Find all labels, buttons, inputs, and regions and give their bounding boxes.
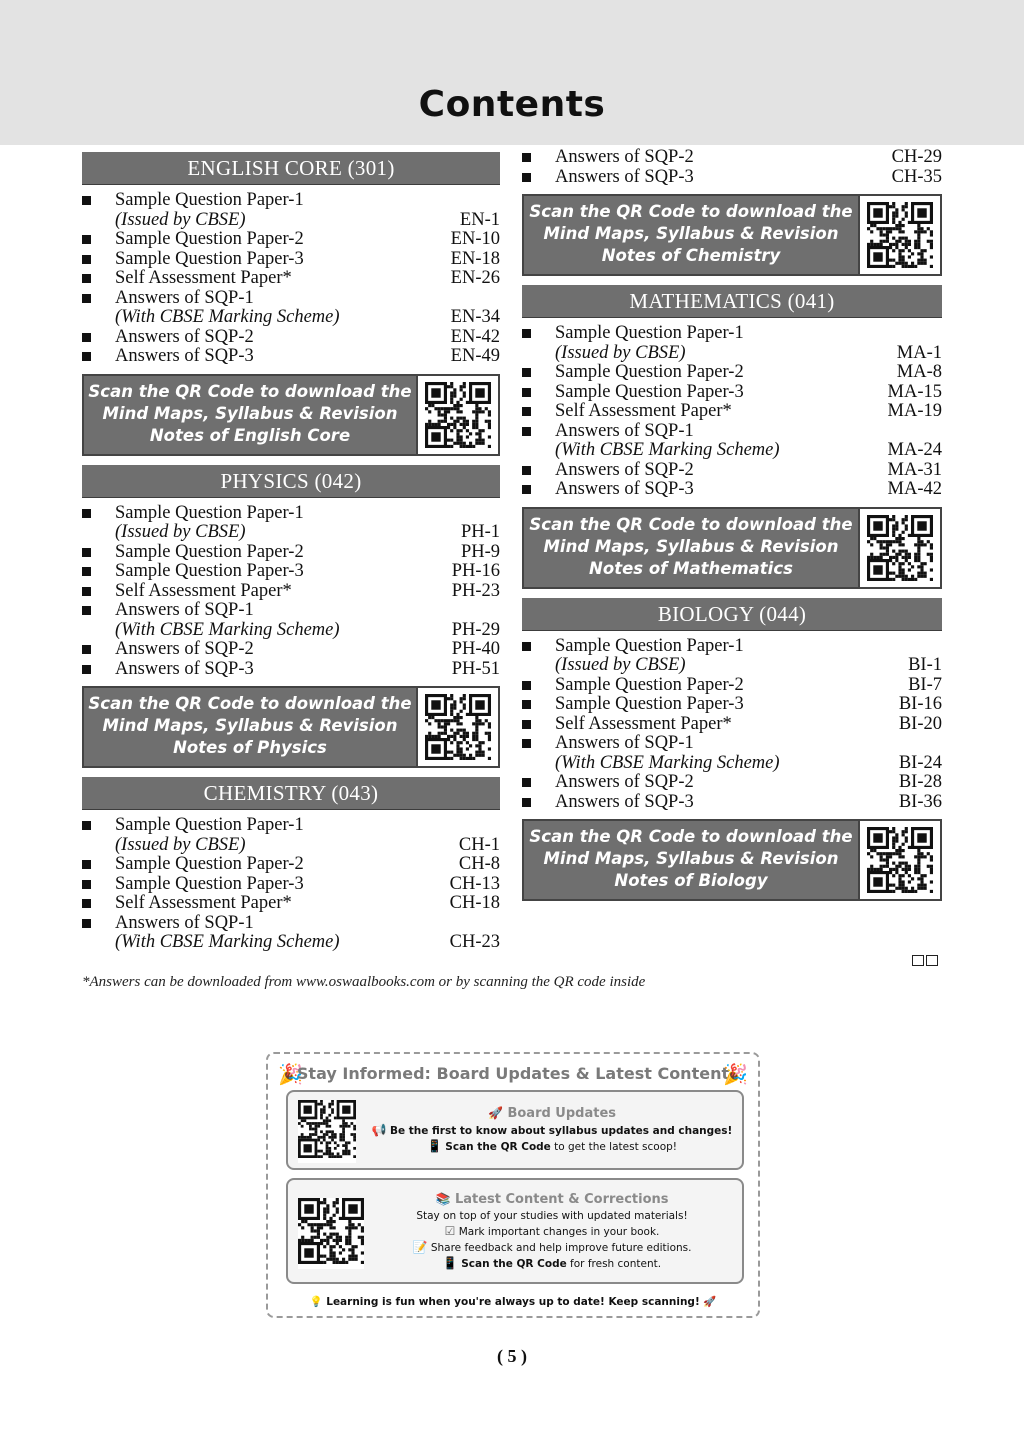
entry-subtitle: (With CBSE Marking Scheme) — [555, 752, 780, 773]
entry-title — [555, 773, 899, 793]
books-icon: 📚 — [435, 1192, 451, 1206]
entry-page-number: BI-28 — [898, 772, 942, 792]
entry-subtitle: (With CBSE Marking Scheme) — [555, 440, 780, 460]
entry-title — [115, 601, 452, 640]
entry-label: Self Assessment Paper* — [555, 713, 732, 734]
contents-entry[interactable] — [82, 875, 500, 895]
qr-download-text — [524, 509, 858, 587]
entry-title — [115, 660, 452, 680]
section-physics — [82, 465, 500, 769]
party-popper-icon: 🎉 — [278, 1064, 303, 1086]
qr-code-icon[interactable] — [858, 821, 940, 899]
contents-entry[interactable] — [82, 230, 500, 250]
board-updates-heading: Board Updates — [507, 1106, 617, 1121]
entry-subtitle: (Issued by CBSE) — [555, 655, 686, 675]
entry-page-number: PH-9 — [460, 541, 500, 562]
contents-entry[interactable] — [522, 676, 942, 696]
board-updates-scan-bold: Scan the QR Code — [445, 1141, 551, 1153]
entry-label: Answers of SQP-3 — [115, 658, 254, 679]
info-panel-footer: Learning is fun when you're always up to date! Keep scanning! — [326, 1296, 700, 1308]
section-chemistry-continued — [522, 148, 942, 276]
entry-label: Sample Question Paper-2 — [555, 674, 744, 695]
qr-download-line-1: Scan the QR Code to download the — [529, 827, 853, 846]
right-column — [522, 148, 942, 910]
phone-icon: 📱 — [442, 1256, 458, 1270]
contents-entry[interactable] — [82, 543, 500, 563]
entry-title — [555, 480, 888, 500]
entry-label: Self Assessment Paper* — [115, 268, 292, 288]
qr-code-icon[interactable] — [858, 196, 940, 274]
section-heading: ENGLISH CORE (301) — [82, 152, 500, 184]
section-english-core — [82, 152, 500, 456]
square-bullet-icon — [82, 665, 91, 674]
entry-label: Sample Question Paper-3 — [555, 694, 744, 714]
entry-label: Sample Question Paper-1 — [555, 635, 744, 656]
square-bullet-icon — [522, 700, 531, 709]
entry-page-number: CH-29 — [891, 147, 942, 167]
contents-entry[interactable] — [522, 148, 942, 168]
contents-entry[interactable] — [522, 461, 942, 481]
entry-label: Answers of SQP-2 — [115, 639, 254, 659]
entry-label: Self Assessment Paper* — [555, 401, 732, 421]
qr-code-icon[interactable] — [416, 688, 498, 766]
entry-label: Sample Question Paper-2 — [115, 541, 304, 562]
entry-page-number: CH-35 — [891, 166, 942, 187]
entry-page-number: EN-42 — [450, 326, 500, 347]
entry-label: Answers of SQP-2 — [555, 459, 694, 480]
qr-download-box — [522, 507, 942, 589]
entry-title — [115, 816, 459, 855]
latest-content-scan-rest: for fresh content. — [570, 1258, 662, 1270]
entry-label: Answers of SQP-3 — [115, 346, 254, 366]
entry-title — [115, 914, 450, 953]
qr-code-icon[interactable] — [298, 1100, 356, 1163]
qr-download-box — [522, 194, 942, 276]
page-title: Contents — [418, 84, 606, 125]
entry-title — [555, 148, 892, 168]
contents-entry[interactable] — [522, 168, 942, 188]
stay-informed-panel — [266, 1052, 760, 1318]
square-bullet-icon — [82, 821, 91, 830]
contents-entry[interactable] — [522, 734, 942, 773]
contents-entry[interactable] — [82, 191, 500, 230]
square-bullet-icon — [82, 235, 91, 244]
entry-label: Answers of SQP-3 — [555, 166, 694, 187]
square-bullet-icon — [522, 642, 531, 651]
square-bullet-icon — [522, 388, 531, 397]
square-bullet-icon — [522, 153, 531, 162]
entry-page-number: MA-15 — [887, 381, 942, 402]
contents-entry[interactable] — [82, 660, 500, 680]
entry-label: Answers of SQP-1 — [115, 287, 254, 308]
square-bullet-icon — [82, 919, 91, 928]
square-bullet-icon — [82, 567, 91, 576]
entry-page-number: MA-8 — [896, 362, 942, 382]
square-bullet-icon — [82, 352, 91, 361]
entry-page-number: BI-7 — [908, 674, 942, 695]
entry-label: Sample Question Paper-1 — [555, 323, 744, 343]
continuation-boxes — [912, 955, 938, 966]
entry-page-number: EN-49 — [450, 346, 500, 366]
square-bullet-icon — [82, 509, 91, 518]
latest-content-heading: Latest Content & Corrections — [454, 1192, 669, 1207]
entry-page-number: CH-8 — [458, 854, 500, 874]
qr-download-box — [82, 374, 500, 456]
qr-download-line-2: Mind Maps, Syllabus & Revision — [543, 849, 839, 868]
square-bullet-icon — [522, 798, 531, 807]
contents-entry[interactable] — [82, 347, 500, 367]
entry-page-number: EN-34 — [450, 307, 500, 327]
entry-page-number: CH-23 — [449, 932, 500, 952]
entry-title — [115, 504, 461, 543]
left-column — [82, 152, 500, 953]
contents-entry[interactable] — [82, 269, 500, 289]
contents-entry[interactable] — [82, 328, 500, 348]
contents-entry[interactable] — [82, 601, 500, 640]
contents-entry[interactable] — [522, 715, 942, 735]
contents-entry[interactable] — [522, 480, 942, 500]
entry-title — [555, 734, 899, 773]
square-bullet-icon — [82, 880, 91, 889]
contents-entry[interactable] — [82, 562, 500, 582]
entry-page-number: PH-1 — [460, 522, 500, 542]
entry-title — [555, 422, 888, 461]
contents-entry[interactable] — [82, 289, 500, 328]
section-mathematics — [522, 285, 942, 589]
section-heading: BIOLOGY (044) — [522, 598, 942, 630]
entry-label: Answers of SQP-1 — [555, 420, 694, 441]
megaphone-icon: 📢 — [371, 1123, 387, 1137]
stay-informed-title: Stay Informed: Board Updates & Latest Content — [296, 1064, 730, 1083]
entry-title — [115, 269, 451, 289]
square-bullet-icon — [522, 778, 531, 787]
entry-label: Answers of SQP-2 — [555, 772, 694, 792]
square-bullet-icon — [522, 739, 531, 748]
entry-page-number: MA-24 — [887, 440, 942, 460]
checkbox-icon: ☑ — [444, 1224, 456, 1238]
entry-page-number: EN-18 — [450, 248, 500, 269]
entry-page-number: BI-24 — [898, 752, 942, 773]
contents-entry[interactable] — [522, 793, 942, 813]
entry-label: Sample Question Paper-3 — [115, 561, 304, 581]
entry-title — [115, 855, 459, 875]
square-bullet-icon — [82, 294, 91, 303]
square-bullet-icon — [522, 368, 531, 377]
entry-title — [555, 383, 888, 403]
entry-title — [555, 402, 888, 422]
qr-download-line-3: Notes of Biology — [614, 871, 768, 890]
entry-subtitle: (Issued by CBSE) — [115, 209, 246, 230]
square-bullet-icon — [82, 274, 91, 283]
entry-label: Sample Question Paper-2 — [115, 229, 304, 249]
entry-label: Sample Question Paper-2 — [115, 854, 304, 874]
entry-subtitle: (Issued by CBSE) — [555, 342, 686, 363]
entry-page-number: PH-23 — [451, 580, 500, 601]
entry-page-number: BI-16 — [898, 694, 942, 714]
entry-title — [115, 562, 452, 582]
entry-label: Answers of SQP-1 — [555, 733, 694, 753]
entry-page-number: EN-26 — [450, 268, 500, 288]
entry-title — [555, 461, 888, 481]
contents-entry[interactable] — [522, 637, 942, 676]
entry-title — [555, 637, 908, 676]
memo-icon: 📝 — [412, 1240, 428, 1254]
qr-download-line-1: Scan the QR Code to download the — [529, 202, 853, 221]
qr-download-line-2: Mind Maps, Syllabus & Revision — [543, 536, 839, 556]
contents-entry[interactable] — [82, 816, 500, 855]
rocket-icon: 🚀 — [703, 1296, 717, 1308]
qr-code-icon[interactable] — [858, 509, 940, 587]
contents-entry[interactable] — [522, 773, 942, 793]
entry-subtitle: (With CBSE Marking Scheme) — [115, 932, 340, 952]
contents-entry[interactable] — [82, 640, 500, 660]
contents-entry[interactable] — [522, 422, 942, 461]
entry-page-number: PH-51 — [451, 658, 500, 679]
square-bullet-icon — [82, 606, 91, 615]
qr-code-icon[interactable] — [298, 1198, 364, 1269]
contents-entry[interactable] — [82, 894, 500, 914]
qr-download-text — [84, 376, 416, 454]
entry-page-number: MA-42 — [887, 479, 942, 499]
board-updates-line1: Be the first to know about syllabus updates and changes! — [389, 1125, 733, 1137]
entry-label: Sample Question Paper-3 — [115, 873, 304, 894]
latest-content-scan-bold: Scan the QR Code — [461, 1258, 567, 1270]
entry-subtitle: (Issued by CBSE) — [115, 834, 246, 855]
entry-page-number: MA-19 — [887, 401, 942, 421]
qr-download-text — [84, 688, 416, 766]
qr-download-line-2: Mind Maps, Syllabus & Revision — [102, 716, 398, 735]
square-bullet-icon — [522, 329, 531, 338]
entry-title — [555, 793, 899, 813]
entry-title — [555, 168, 892, 188]
contents-entry[interactable] — [82, 914, 500, 953]
square-bullet-icon — [522, 173, 531, 182]
square-bullet-icon — [522, 407, 531, 416]
entry-title — [555, 363, 897, 383]
entry-title — [115, 640, 452, 660]
qr-download-line-1: Scan the QR Code to download the — [88, 381, 412, 401]
entry-title — [115, 289, 451, 328]
entry-page-number: PH-16 — [451, 561, 500, 581]
board-updates-scan-rest: to get the latest scoop! — [554, 1141, 677, 1153]
entry-label: Answers of SQP-3 — [555, 791, 694, 812]
qr-download-line-2: Mind Maps, Syllabus & Revision — [543, 224, 839, 243]
entry-title — [555, 695, 899, 715]
section-heading: PHYSICS (042) — [82, 465, 500, 497]
entry-label: Sample Question Paper-1 — [115, 502, 304, 523]
lightbulb-icon: 💡 — [309, 1296, 323, 1308]
entry-title — [115, 328, 451, 348]
entry-label: Answers of SQP-1 — [115, 600, 254, 620]
entry-label: Answers of SQP-2 — [555, 147, 694, 167]
contents-entry[interactable] — [522, 363, 942, 383]
square-bullet-icon — [82, 548, 91, 557]
qr-download-line-1: Scan the QR Code to download the — [88, 694, 412, 713]
latest-content-line3: Share feedback and help improve future editions. — [430, 1242, 692, 1254]
contents-entry[interactable] — [522, 383, 942, 403]
entry-title — [115, 191, 460, 230]
square-bullet-icon — [82, 333, 91, 342]
party-popper-icon: 🎉 — [723, 1064, 748, 1086]
contents-entry[interactable] — [522, 402, 942, 422]
entry-label: Self Assessment Paper* — [115, 580, 292, 601]
entry-page-number: PH-29 — [451, 619, 500, 640]
entry-title — [115, 894, 450, 914]
qr-download-text — [524, 196, 858, 274]
square-bullet-icon — [522, 720, 531, 729]
square-bullet-icon — [82, 255, 91, 264]
entry-page-number: BI-1 — [908, 655, 942, 675]
contents-entry[interactable] — [82, 250, 500, 270]
entry-page-number: MA-31 — [887, 459, 942, 480]
page-number: ( 5 ) — [497, 1346, 527, 1366]
square-bullet-icon — [82, 645, 91, 654]
contents-entry[interactable] — [82, 504, 500, 543]
square-bullet-icon — [82, 587, 91, 596]
section-chemistry — [82, 777, 500, 953]
qr-download-box — [522, 819, 942, 901]
contents-entry[interactable] — [522, 324, 942, 363]
qr-download-line-1: Scan the QR Code to download the — [529, 514, 853, 534]
qr-download-line-3: Notes of Mathematics — [589, 558, 793, 578]
entry-label: Sample Question Paper-1 — [115, 190, 304, 210]
entry-label: Sample Question Paper-3 — [115, 248, 304, 269]
entry-label: Answers of SQP-3 — [555, 479, 694, 499]
contents-entry[interactable] — [82, 582, 500, 602]
entry-label: Answers of SQP-2 — [115, 326, 254, 347]
entry-label: Answers of SQP-1 — [115, 912, 254, 933]
section-biology — [522, 598, 942, 902]
latest-content-line1: Stay on top of your studies with updated materials! — [416, 1210, 688, 1222]
square-bullet-icon — [82, 860, 91, 869]
entry-label: Sample Question Paper-3 — [555, 381, 744, 402]
qr-code-icon[interactable] — [416, 376, 498, 454]
entry-page-number: EN-10 — [450, 229, 500, 249]
entry-label: Sample Question Paper-1 — [115, 815, 304, 835]
footnote: *Answers can be downloaded from www.oswaalbooks.com or by scanning the QR code inside — [82, 974, 646, 990]
entry-page-number: BI-20 — [898, 713, 942, 734]
contents-entry[interactable] — [82, 855, 500, 875]
qr-download-line-3: Notes of Chemistry — [601, 246, 781, 265]
square-bullet-icon — [522, 681, 531, 690]
square-bullet-icon — [522, 466, 531, 475]
qr-download-line-3: Notes of English Core — [149, 425, 351, 445]
entry-title — [115, 250, 451, 270]
entry-page-number: MA-1 — [896, 342, 942, 363]
square-bullet-icon — [522, 427, 531, 436]
entry-page-number: BI-36 — [898, 791, 942, 812]
qr-download-text — [524, 821, 858, 899]
entry-label: Self Assessment Paper* — [115, 893, 292, 913]
entry-subtitle: (With CBSE Marking Scheme) — [115, 619, 340, 640]
entry-page-number: CH-18 — [449, 893, 500, 913]
entry-title — [555, 715, 899, 735]
entry-subtitle: (With CBSE Marking Scheme) — [115, 307, 340, 327]
entry-title — [115, 875, 450, 895]
qr-download-box — [82, 686, 500, 768]
entry-title — [115, 543, 461, 563]
square-bullet-icon — [522, 485, 531, 494]
entry-page-number: PH-40 — [451, 639, 500, 659]
entry-page-number: CH-13 — [449, 873, 500, 894]
board-updates-card — [286, 1090, 744, 1170]
latest-content-card — [286, 1178, 744, 1284]
entry-title — [115, 230, 451, 250]
entry-page-number: CH-1 — [458, 834, 500, 855]
entry-title — [115, 582, 452, 602]
entry-title — [115, 347, 451, 367]
entry-page-number: EN-1 — [459, 209, 500, 230]
section-heading: MATHEMATICS (041) — [522, 285, 942, 317]
entry-title — [555, 676, 908, 696]
entry-subtitle: (Issued by CBSE) — [115, 522, 246, 542]
section-heading: CHEMISTRY (043) — [82, 777, 500, 809]
qr-download-line-2: Mind Maps, Syllabus & Revision — [102, 403, 398, 423]
phone-icon: 📱 — [427, 1139, 442, 1153]
square-bullet-icon — [82, 899, 91, 908]
rocket-icon: 🚀 — [487, 1106, 503, 1120]
qr-download-line-3: Notes of Physics — [173, 738, 327, 757]
entry-label: Sample Question Paper-2 — [555, 362, 744, 382]
entry-title — [555, 324, 897, 363]
square-bullet-icon — [82, 196, 91, 205]
latest-content-line2: Mark important changes in your book. — [458, 1226, 660, 1238]
contents-entry[interactable] — [522, 695, 942, 715]
